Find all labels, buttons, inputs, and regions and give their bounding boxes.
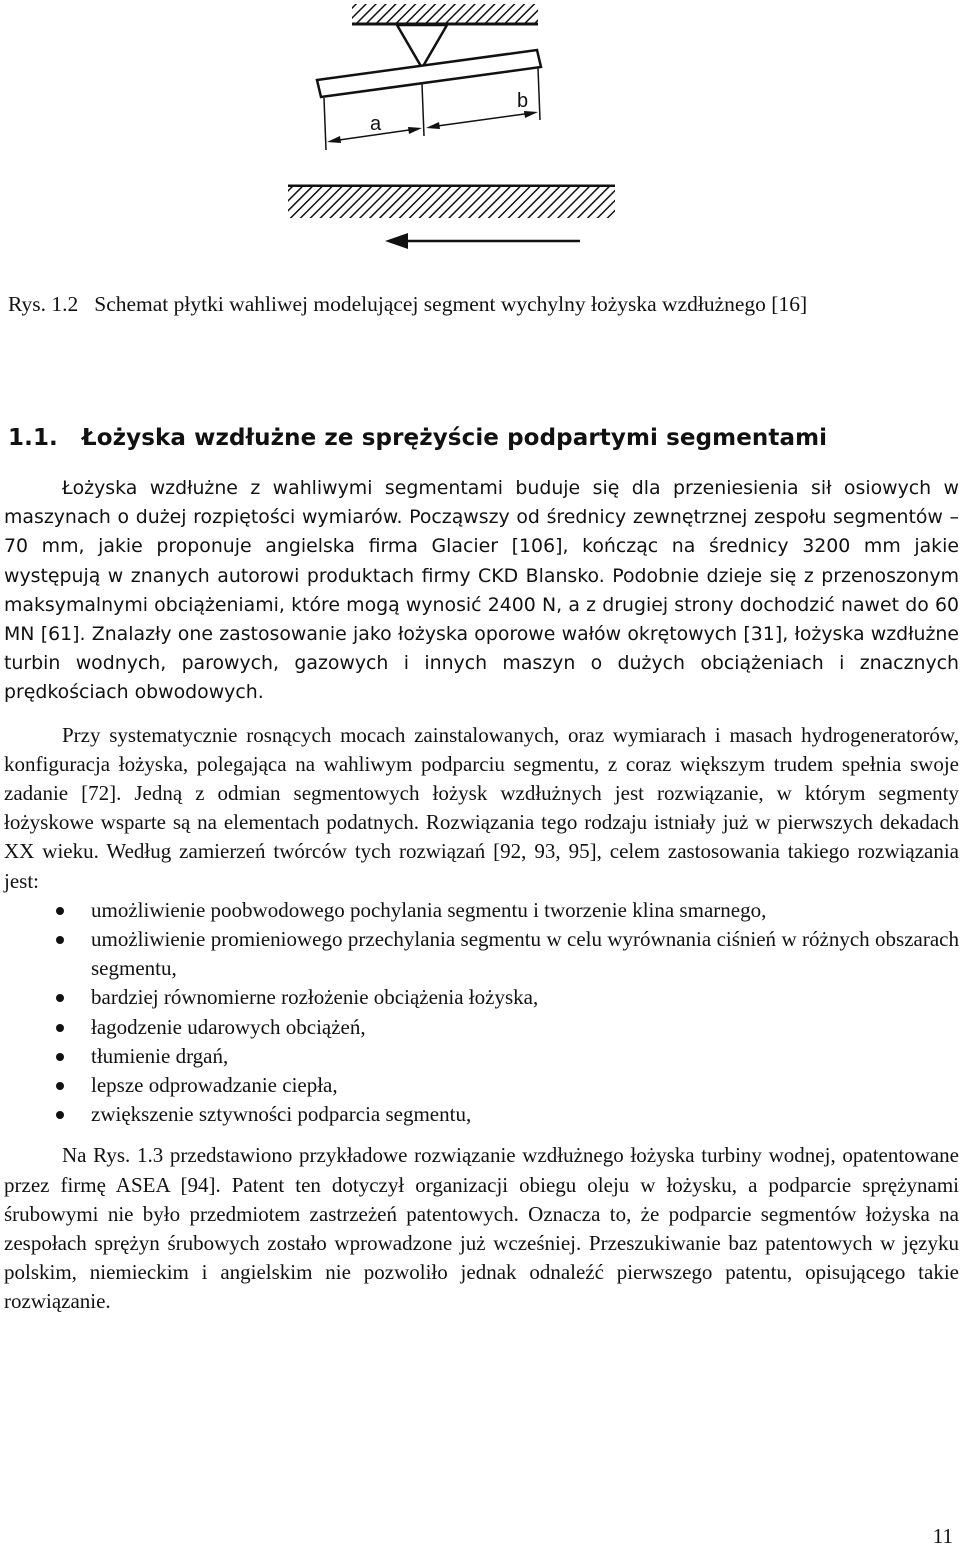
label-a: a [370, 113, 382, 135]
dimension-a-arrow-right [408, 127, 422, 134]
paragraph-2: Przy systematycznie rosnących mocach zainstalowanych, oraz wymiarach i masach hydrogeneratorów, konfiguracja łożyska, polegająca na wahliwym podparciu segmentu, z coraz większym trudem spełnia swoje zadanie [72]. Jedną z odmian segmentowych łożysk wzdłużnych jest rozwiązanie, w którym segmenty łożyskowe wsparte są na elementach podatnych. Rozwiązania tego rodzaju istniały już w pierwszych dekadach XX wieku. Według zamierzeń twórców tych rozwiązań [92, 93, 95], celem zastosowania takiego rozwiązania jest: [4, 722, 959, 893]
figure-caption [8, 292, 807, 317]
list-item: bardziej równomierne rozłożenie obciążenia łożyska, [4, 983, 959, 1012]
list-item: lepsze odprowadzanie ciepła, [4, 1071, 959, 1100]
dimension-b-arrow-left [426, 122, 440, 129]
page-number: 11 [932, 1524, 953, 1548]
bullet-list [4, 896, 959, 1130]
section-title: Łożyska wzdłużne ze sprężyście podpartymi segmentami [81, 425, 828, 451]
body-text [4, 474, 959, 1317]
list-item: zwiększenie sztywności podparcia segmentu, [4, 1100, 959, 1129]
caption-label: Rys. 1.2 [8, 292, 79, 316]
caption-text: Schemat płytki wahliwej modelującej segment wychylny łożyska wzdłużnego [16] [94, 292, 808, 316]
pivot-triangle [397, 25, 447, 68]
bottom-runner-hatch [288, 187, 615, 218]
label-b: b [517, 90, 529, 112]
paragraph-1: Łożyska wzdłużne z wahliwymi segmentami buduje się dla przeniesienia sił osiowych w maszynach o dużej rozpiętości wymiarów. Począwszy od średnicy zewnętrznej zespołu segmentów – 70 mm, jakie proponuje angielska firma Glacier [106], kończąc na średnicy 3200 mm jakie występują w znanych autorowi produktach firmy CKD Blansko. Podobnie dzieje się z przenoszonym maksymalnymi obciążeniami, które mogą wynosić 2400 N, a z drugiej strony dochodzić nawet do 60 MN [61]. Znalazły one zastosowanie jako łożyska oporowe wałów okrętowych [31], łożyska wzdłużne turbin wodnych, parowych, gazowych i innych maszyn o dużych obciążeniach i znacznych prędkościach obwodowych. [4, 477, 959, 704]
section-heading [8, 425, 827, 451]
dimension-line-b [430, 113, 532, 127]
list-item: łagodzenie udarowych obciążeń, [4, 1013, 959, 1042]
list-item: umożliwienie poobwodowego pochylania segmentu i tworzenie klina smarnego, [4, 896, 959, 925]
dimension-tick-right [538, 68, 540, 120]
motion-arrow-head [385, 233, 408, 249]
dimension-a-arrow-left [327, 136, 341, 143]
dimension-b-arrow-right [524, 111, 538, 118]
list-item: tłumienie drgań, [4, 1042, 959, 1071]
section-number: 1.1. [8, 425, 58, 451]
top-support-hatch [352, 4, 538, 24]
tilting-pad-diagram [270, 0, 630, 260]
paragraph-3: Na Rys. 1.3 przedstawiono przykładowe rozwiązanie wzdłużnego łożyska turbiny wodnej, opatentowane przez firmę ASEA [94]. Patent ten dotyczył organizacji obiegu oleju w łożysku, a podparcie sprężynami śrubowymi nie było przedmiotem zastrzeżeń patentowych. Oznacza to, że podparcie segmentów łożyska na zespołach sprężyn śrubowych zostało wprowadzone już wcześniej. Przeszukiwanie baz patentowych w języku polskim, niemieckim i angielskim nie pozwoliło jednak odnaleźć pierwszego patentu, opisującego takie rozwiązanie. [4, 1143, 959, 1314]
dimension-tick-left [324, 98, 326, 150]
list-item: umożliwienie promieniowego przechylania segmentu w celu wyrównania ciśnień w różnych obszarach segmentu, [4, 925, 959, 983]
dimension-tick-middle [422, 84, 424, 136]
